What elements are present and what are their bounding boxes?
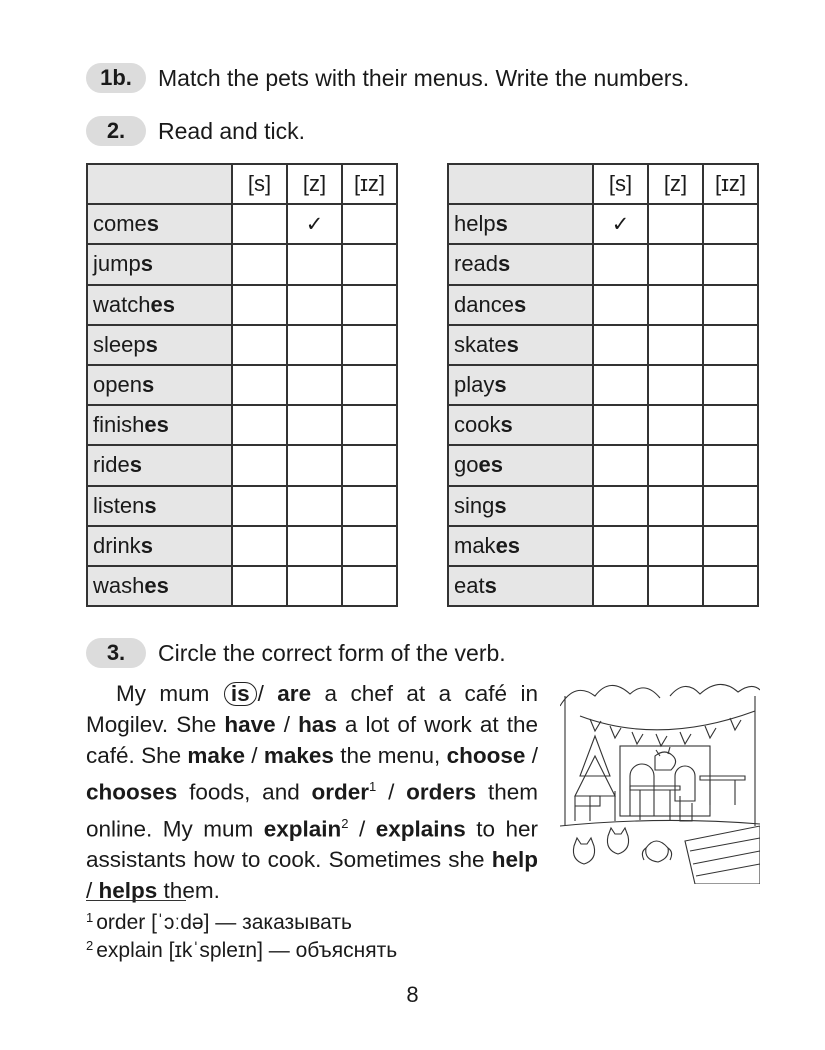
tick-box[interactable] — [593, 405, 648, 445]
tick-box[interactable] — [342, 244, 397, 284]
tick-box[interactable] — [342, 325, 397, 365]
verb-option[interactable]: explains — [375, 816, 466, 841]
tick-box[interactable] — [287, 244, 342, 284]
tick-box[interactable] — [648, 204, 703, 244]
story-segment: / — [525, 743, 538, 768]
table-row — [448, 204, 758, 244]
tick-box[interactable] — [648, 365, 703, 405]
task-instruction: Match the pets with their menus. Write the numbers. — [158, 64, 690, 91]
verb-ending: s — [141, 372, 155, 398]
tick-box[interactable] — [287, 405, 342, 445]
page-number: 8 — [406, 982, 419, 1007]
tick-box[interactable] — [232, 486, 287, 526]
header-empty-cell — [448, 164, 593, 204]
story-segment: / — [348, 816, 376, 841]
table-row — [448, 285, 758, 325]
footnote-number: 2 — [86, 938, 94, 953]
tick-box[interactable] — [648, 526, 703, 566]
verb-stem: sing — [454, 492, 495, 518]
story-segment: My mum — [116, 681, 223, 706]
footnote-ref: 1 — [369, 779, 377, 794]
verb-stem: dance — [454, 291, 514, 317]
story-segment: them. — [157, 878, 220, 903]
verb-ending: s — [494, 492, 507, 518]
tick-box[interactable] — [648, 285, 703, 325]
verb-ending: s — [513, 291, 527, 317]
tick-box[interactable] — [232, 365, 287, 405]
verb-stem: finish — [93, 412, 145, 438]
story-segment: / — [275, 712, 299, 737]
story-text — [86, 678, 538, 906]
task-number-badge: 1b. — [86, 63, 146, 93]
verb-ending: es — [495, 532, 521, 558]
tick-box[interactable] — [703, 204, 758, 244]
verb-ending: es — [150, 291, 175, 317]
table-header-row — [87, 164, 397, 204]
tick-box[interactable] — [287, 365, 342, 405]
table-row — [87, 405, 397, 445]
verb-ending: s — [484, 572, 497, 598]
table-row — [87, 365, 397, 405]
cafe-illustration — [560, 676, 760, 884]
sound-header: [z] — [287, 164, 342, 204]
verb-cell — [448, 285, 593, 325]
footnote-text: order [ˈɔːdə] — заказывать — [96, 911, 352, 934]
tick-box[interactable] — [593, 325, 648, 365]
tick-box[interactable] — [232, 445, 287, 485]
sound-table-left — [86, 163, 398, 607]
verb-cell — [87, 204, 232, 244]
table-row — [87, 285, 397, 325]
verb-stem: skate — [454, 331, 507, 357]
table-row — [87, 486, 397, 526]
tick-box[interactable] — [648, 325, 703, 365]
verb-cell — [87, 486, 232, 526]
verb-cell — [448, 405, 593, 445]
story-segment: a lot of work at the café. She — [86, 712, 538, 768]
table-row — [448, 325, 758, 365]
tick-box[interactable] — [232, 285, 287, 325]
sound-table-right — [447, 163, 759, 607]
verb-stem: read — [454, 251, 499, 277]
footnote-1 — [86, 910, 352, 935]
footnote-ref: 2 — [341, 815, 349, 831]
tick-box[interactable] — [342, 566, 397, 606]
verb-stem: jump — [93, 251, 141, 277]
verb-cell — [448, 526, 593, 566]
verb-option[interactable]: has — [298, 712, 337, 737]
verb-ending: s — [495, 211, 508, 237]
table-row — [448, 566, 758, 606]
verb-option[interactable]: chooses — [86, 779, 178, 805]
footnote-text: explain [ɪkˈspleɪn] — объяснять — [96, 939, 398, 962]
verb-option[interactable]: make — [187, 743, 245, 768]
verb-option[interactable]: makes — [263, 743, 334, 768]
verb-cell — [87, 526, 232, 566]
verb-stem: drink — [93, 532, 141, 558]
tick-box[interactable] — [703, 405, 758, 445]
verb-cell — [448, 486, 593, 526]
verb-option[interactable]: helps — [98, 878, 158, 903]
table-row — [448, 365, 758, 405]
verb-ending: s — [146, 211, 160, 237]
tick-box[interactable] — [703, 325, 758, 365]
verb-cell — [448, 325, 593, 365]
verb-stem: sleep — [93, 331, 146, 357]
table-row — [448, 445, 758, 485]
table-row — [87, 325, 397, 365]
tick-box[interactable] — [232, 325, 287, 365]
tick-box[interactable] — [342, 405, 397, 445]
verb-stem: wash — [93, 572, 145, 598]
story-segment: / — [376, 779, 407, 805]
verb-ending: es — [144, 412, 169, 438]
tick-box[interactable] — [232, 244, 287, 284]
table-row — [87, 244, 397, 284]
story-segment: foods, and — [177, 779, 312, 805]
verb-option[interactable]: choose — [446, 743, 526, 768]
verb-cell — [448, 566, 593, 606]
verb-ending: s — [145, 331, 158, 357]
tick-box[interactable] — [287, 486, 342, 526]
tick-box[interactable] — [342, 365, 397, 405]
verb-cell — [448, 365, 593, 405]
tick-box[interactable] — [593, 566, 648, 606]
tick-box[interactable] — [593, 365, 648, 405]
story-segment: / — [244, 743, 264, 768]
sound-header: [z] — [648, 164, 703, 204]
verb-option[interactable]: orders — [406, 779, 477, 805]
task-instruction: Circle the correct form of the verb. — [158, 639, 506, 666]
story-segment: the menu, — [333, 743, 447, 768]
table-row — [87, 445, 397, 485]
table-row — [87, 526, 397, 566]
tick-box[interactable] — [232, 204, 287, 244]
tick-box[interactable] — [593, 526, 648, 566]
tick-box[interactable] — [287, 445, 342, 485]
table-row — [87, 566, 397, 606]
tick-box[interactable] — [703, 526, 758, 566]
tick-box[interactable] — [232, 405, 287, 445]
verb-stem: listen — [93, 492, 145, 518]
verb-ending: s — [144, 492, 157, 518]
header-empty-cell — [87, 164, 232, 204]
tick-box[interactable] — [593, 285, 648, 325]
tick-box[interactable] — [287, 566, 342, 606]
verb-stem: help — [454, 211, 496, 237]
verb-cell — [87, 325, 232, 365]
tick-box-checked[interactable]: ✓ — [593, 204, 648, 244]
story-segment: them online. My mum — [86, 779, 538, 841]
verb-stem: come — [93, 211, 147, 237]
story-segment: a chef at a café in Mogilev. She — [86, 681, 538, 737]
tick-box[interactable] — [232, 526, 287, 566]
sound-header: [s] — [232, 164, 287, 204]
task-2 — [86, 116, 305, 146]
table-row — [448, 405, 758, 445]
tick-box[interactable] — [287, 526, 342, 566]
tick-box[interactable] — [342, 285, 397, 325]
verb-option[interactable]: explain — [263, 816, 342, 841]
verb-stem: go — [454, 452, 479, 478]
story-segment: / — [257, 681, 278, 706]
footnote-divider — [86, 900, 186, 901]
task-instruction: Read and tick. — [158, 117, 306, 144]
tick-box[interactable] — [342, 204, 397, 244]
verb-cell — [448, 244, 593, 284]
footnote-2 — [86, 938, 397, 963]
task-1b — [86, 63, 689, 93]
verb-stem: open — [93, 372, 142, 398]
verb-ending: s — [500, 412, 513, 438]
footnote-number: 1 — [86, 910, 94, 925]
tick-box[interactable] — [287, 325, 342, 365]
verb-stem: mak — [454, 532, 496, 558]
verb-option[interactable]: order — [311, 779, 370, 805]
tick-box[interactable] — [648, 486, 703, 526]
tick-box[interactable] — [648, 405, 703, 445]
tick-box[interactable] — [703, 285, 758, 325]
table-header-row — [448, 164, 758, 204]
task-3 — [86, 638, 506, 668]
verb-stem: ride — [93, 452, 130, 478]
tick-box[interactable] — [287, 285, 342, 325]
verb-option[interactable]: are — [277, 681, 312, 706]
tick-box[interactable] — [593, 486, 648, 526]
verb-cell — [87, 365, 232, 405]
tick-box[interactable] — [703, 244, 758, 284]
verb-cell — [87, 244, 232, 284]
verb-ending: s — [506, 331, 519, 357]
verb-ending: es — [478, 452, 503, 478]
verb-stem: play — [454, 372, 495, 398]
verb-ending: s — [498, 251, 511, 277]
task-number-badge: 3. — [86, 638, 146, 668]
task-number-badge: 2. — [86, 116, 146, 146]
verb-cell — [87, 285, 232, 325]
tick-box[interactable] — [703, 566, 758, 606]
tick-box[interactable] — [342, 486, 397, 526]
verb-cell — [87, 405, 232, 445]
tick-box[interactable] — [342, 526, 397, 566]
verb-cell — [87, 445, 232, 485]
verb-ending: s — [140, 532, 153, 558]
tick-box[interactable] — [593, 244, 648, 284]
verb-stem: cook — [454, 412, 501, 438]
tick-box[interactable] — [703, 445, 758, 485]
verb-stem: watch — [93, 291, 151, 317]
verb-ending: s — [140, 251, 153, 277]
tick-box[interactable] — [703, 486, 758, 526]
table-row — [87, 204, 397, 244]
story-segment: to her assistants how to cook. Sometimes she — [86, 816, 538, 872]
table-row — [448, 486, 758, 526]
tick-box[interactable] — [593, 445, 648, 485]
tick-box[interactable] — [342, 445, 397, 485]
circled-answer[interactable]: is — [224, 682, 257, 706]
verb-cell — [448, 445, 593, 485]
verb-cell — [448, 204, 593, 244]
verb-option[interactable]: have — [224, 712, 276, 737]
sound-header: [s] — [593, 164, 648, 204]
tick-box[interactable] — [232, 566, 287, 606]
verb-ending: s — [494, 372, 507, 398]
sound-header: [ɪz] — [342, 164, 397, 204]
story-segment: / — [86, 878, 99, 903]
sound-header: [ɪz] — [703, 164, 758, 204]
verb-ending: s — [129, 452, 142, 478]
verb-option[interactable]: help — [491, 847, 538, 872]
verb-cell — [87, 566, 232, 606]
tick-box[interactable] — [648, 566, 703, 606]
verb-ending: es — [144, 572, 169, 598]
verb-stem: eat — [454, 572, 485, 598]
tick-box[interactable] — [703, 365, 758, 405]
tick-box-checked[interactable]: ✓ — [287, 204, 342, 244]
tick-box[interactable] — [648, 445, 703, 485]
tick-box[interactable] — [648, 244, 703, 284]
table-row — [448, 244, 758, 284]
table-row — [448, 526, 758, 566]
